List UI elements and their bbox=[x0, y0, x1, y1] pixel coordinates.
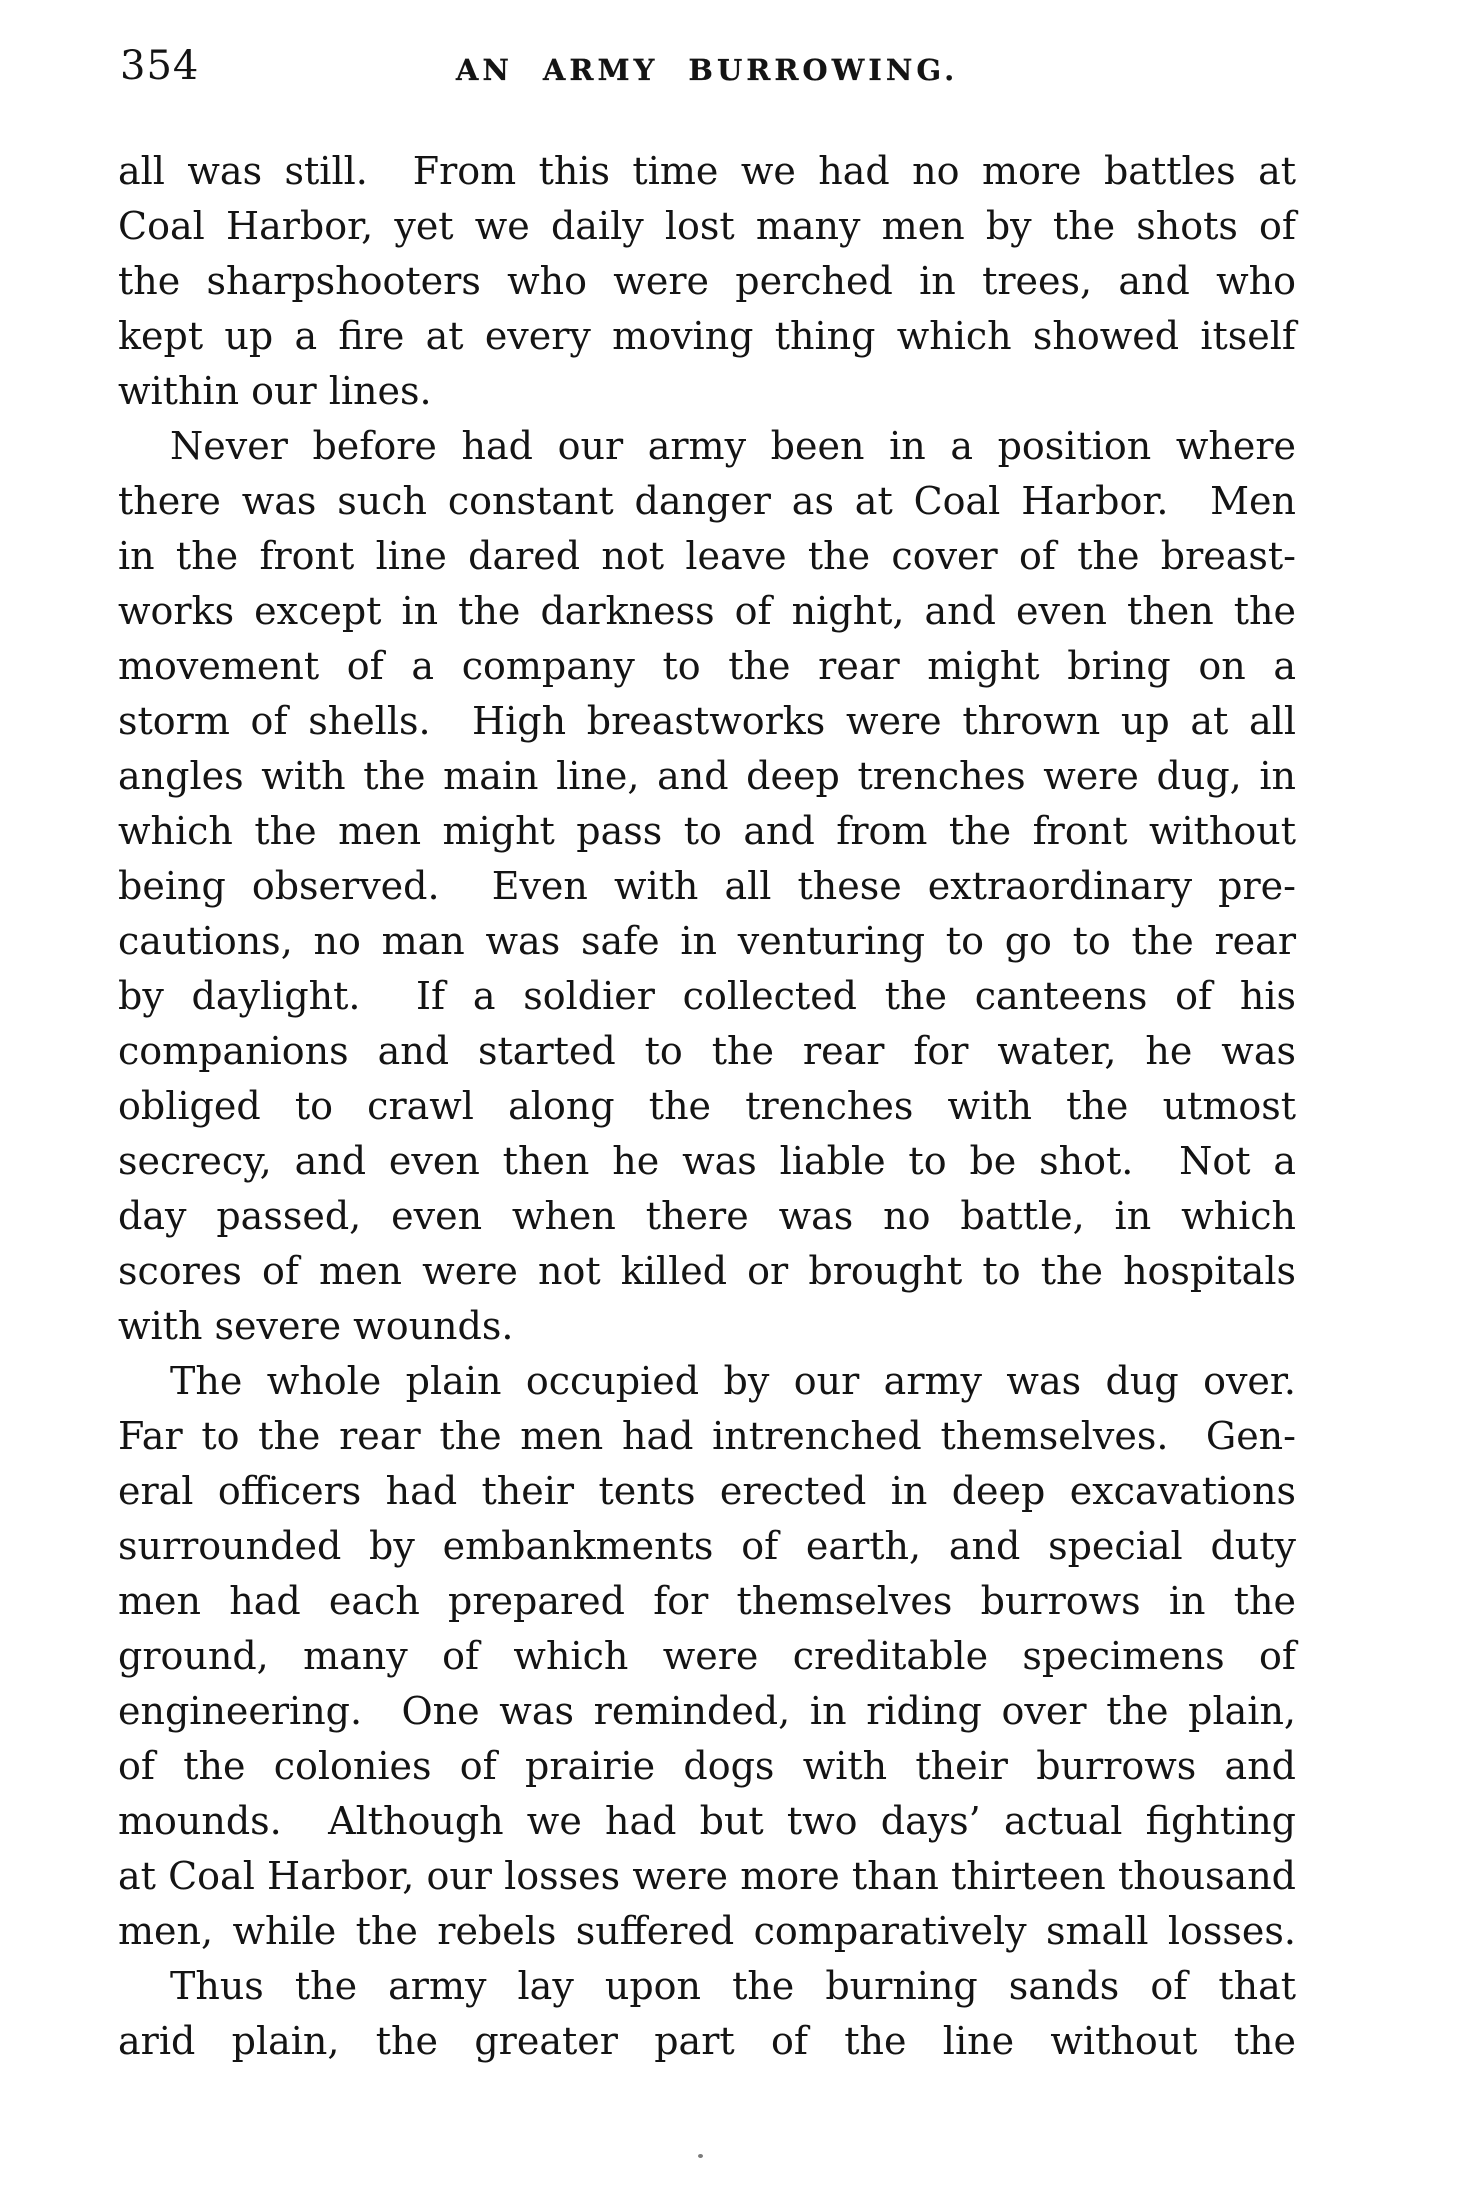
ink-speck bbox=[698, 2154, 703, 2158]
text-line: eral officers had their tents erected in deep excavations bbox=[118, 1469, 1296, 1513]
text-line: which the men might pass to and from the front without bbox=[118, 809, 1296, 853]
text-line: Far to the rear the men had intrenched themselves. Gen- bbox=[118, 1414, 1296, 1458]
text-line: being observed. Even with all these extraordinary pre- bbox=[118, 864, 1296, 908]
text-line: secrecy, and even then he was liable to be shot. Not a bbox=[118, 1139, 1296, 1183]
text-line: engineering. One was reminded, in riding over the plain, bbox=[118, 1689, 1296, 1733]
text-line: mounds. Although we had but two days’ actual fighting bbox=[118, 1799, 1296, 1843]
text-line: Thus the army lay upon the burning sands of that bbox=[170, 1964, 1296, 2008]
text-line: in the front line dared not leave the cover of the breast- bbox=[118, 534, 1296, 578]
text-line: obliged to crawl along the trenches with the utmost bbox=[118, 1084, 1296, 1128]
text-line: men had each prepared for themselves burrows in the bbox=[118, 1579, 1296, 1623]
text-line: cautions, no man was safe in venturing to go to the rear bbox=[118, 919, 1296, 963]
text-line: men, while the rebels suffered comparatively small losses. bbox=[118, 1909, 1296, 1953]
text-line: companions and started to the rear for water, he was bbox=[118, 1029, 1296, 1073]
text-line: arid plain, the greater part of the line without the bbox=[118, 2019, 1296, 2063]
text-line: Never before had our army been in a position where bbox=[170, 424, 1296, 468]
page-header bbox=[118, 44, 1296, 94]
text-line: surrounded by embankments of earth, and special duty bbox=[118, 1524, 1296, 1568]
page-number: 354 bbox=[120, 43, 200, 89]
page-body bbox=[118, 144, 1296, 2069]
text-line: with severe wounds. bbox=[118, 1304, 514, 1348]
text-line: the sharpshooters who were perched in trees, and who bbox=[118, 259, 1296, 303]
text-line: all was still. From this time we had no more battles at bbox=[118, 149, 1296, 193]
text-line: The whole plain occupied by our army was dug over. bbox=[170, 1359, 1296, 1403]
text-line: ground, many of which were creditable specimens of bbox=[118, 1634, 1296, 1678]
text-line: by daylight. If a soldier collected the canteens of his bbox=[118, 974, 1296, 1018]
text-line: angles with the main line, and deep trenches were dug, in bbox=[118, 754, 1296, 798]
text-line: there was such constant danger as at Coal Harbor. Men bbox=[118, 479, 1296, 523]
text-line: Coal Harbor, yet we daily lost many men by the shots of bbox=[118, 204, 1296, 248]
text-line: storm of shells. High breastworks were thrown up at all bbox=[118, 699, 1296, 743]
text-line: at Coal Harbor, our losses were more than thirteen thousand bbox=[118, 1854, 1296, 1898]
text-line: day passed, even when there was no battle, in which bbox=[118, 1194, 1296, 1238]
text-line: movement of a company to the rear might bring on a bbox=[118, 644, 1296, 688]
text-line: scores of men were not killed or brought to the hospitals bbox=[118, 1249, 1296, 1293]
text-line: works except in the darkness of night, and even then the bbox=[118, 589, 1296, 633]
text-line: of the colonies of prairie dogs with their burrows and bbox=[118, 1744, 1296, 1788]
text-line: within our lines. bbox=[118, 369, 432, 413]
running-title: AN ARMY BURROWING. bbox=[455, 53, 959, 87]
text-line: kept up a fire at every moving thing which showed itself bbox=[118, 314, 1296, 358]
